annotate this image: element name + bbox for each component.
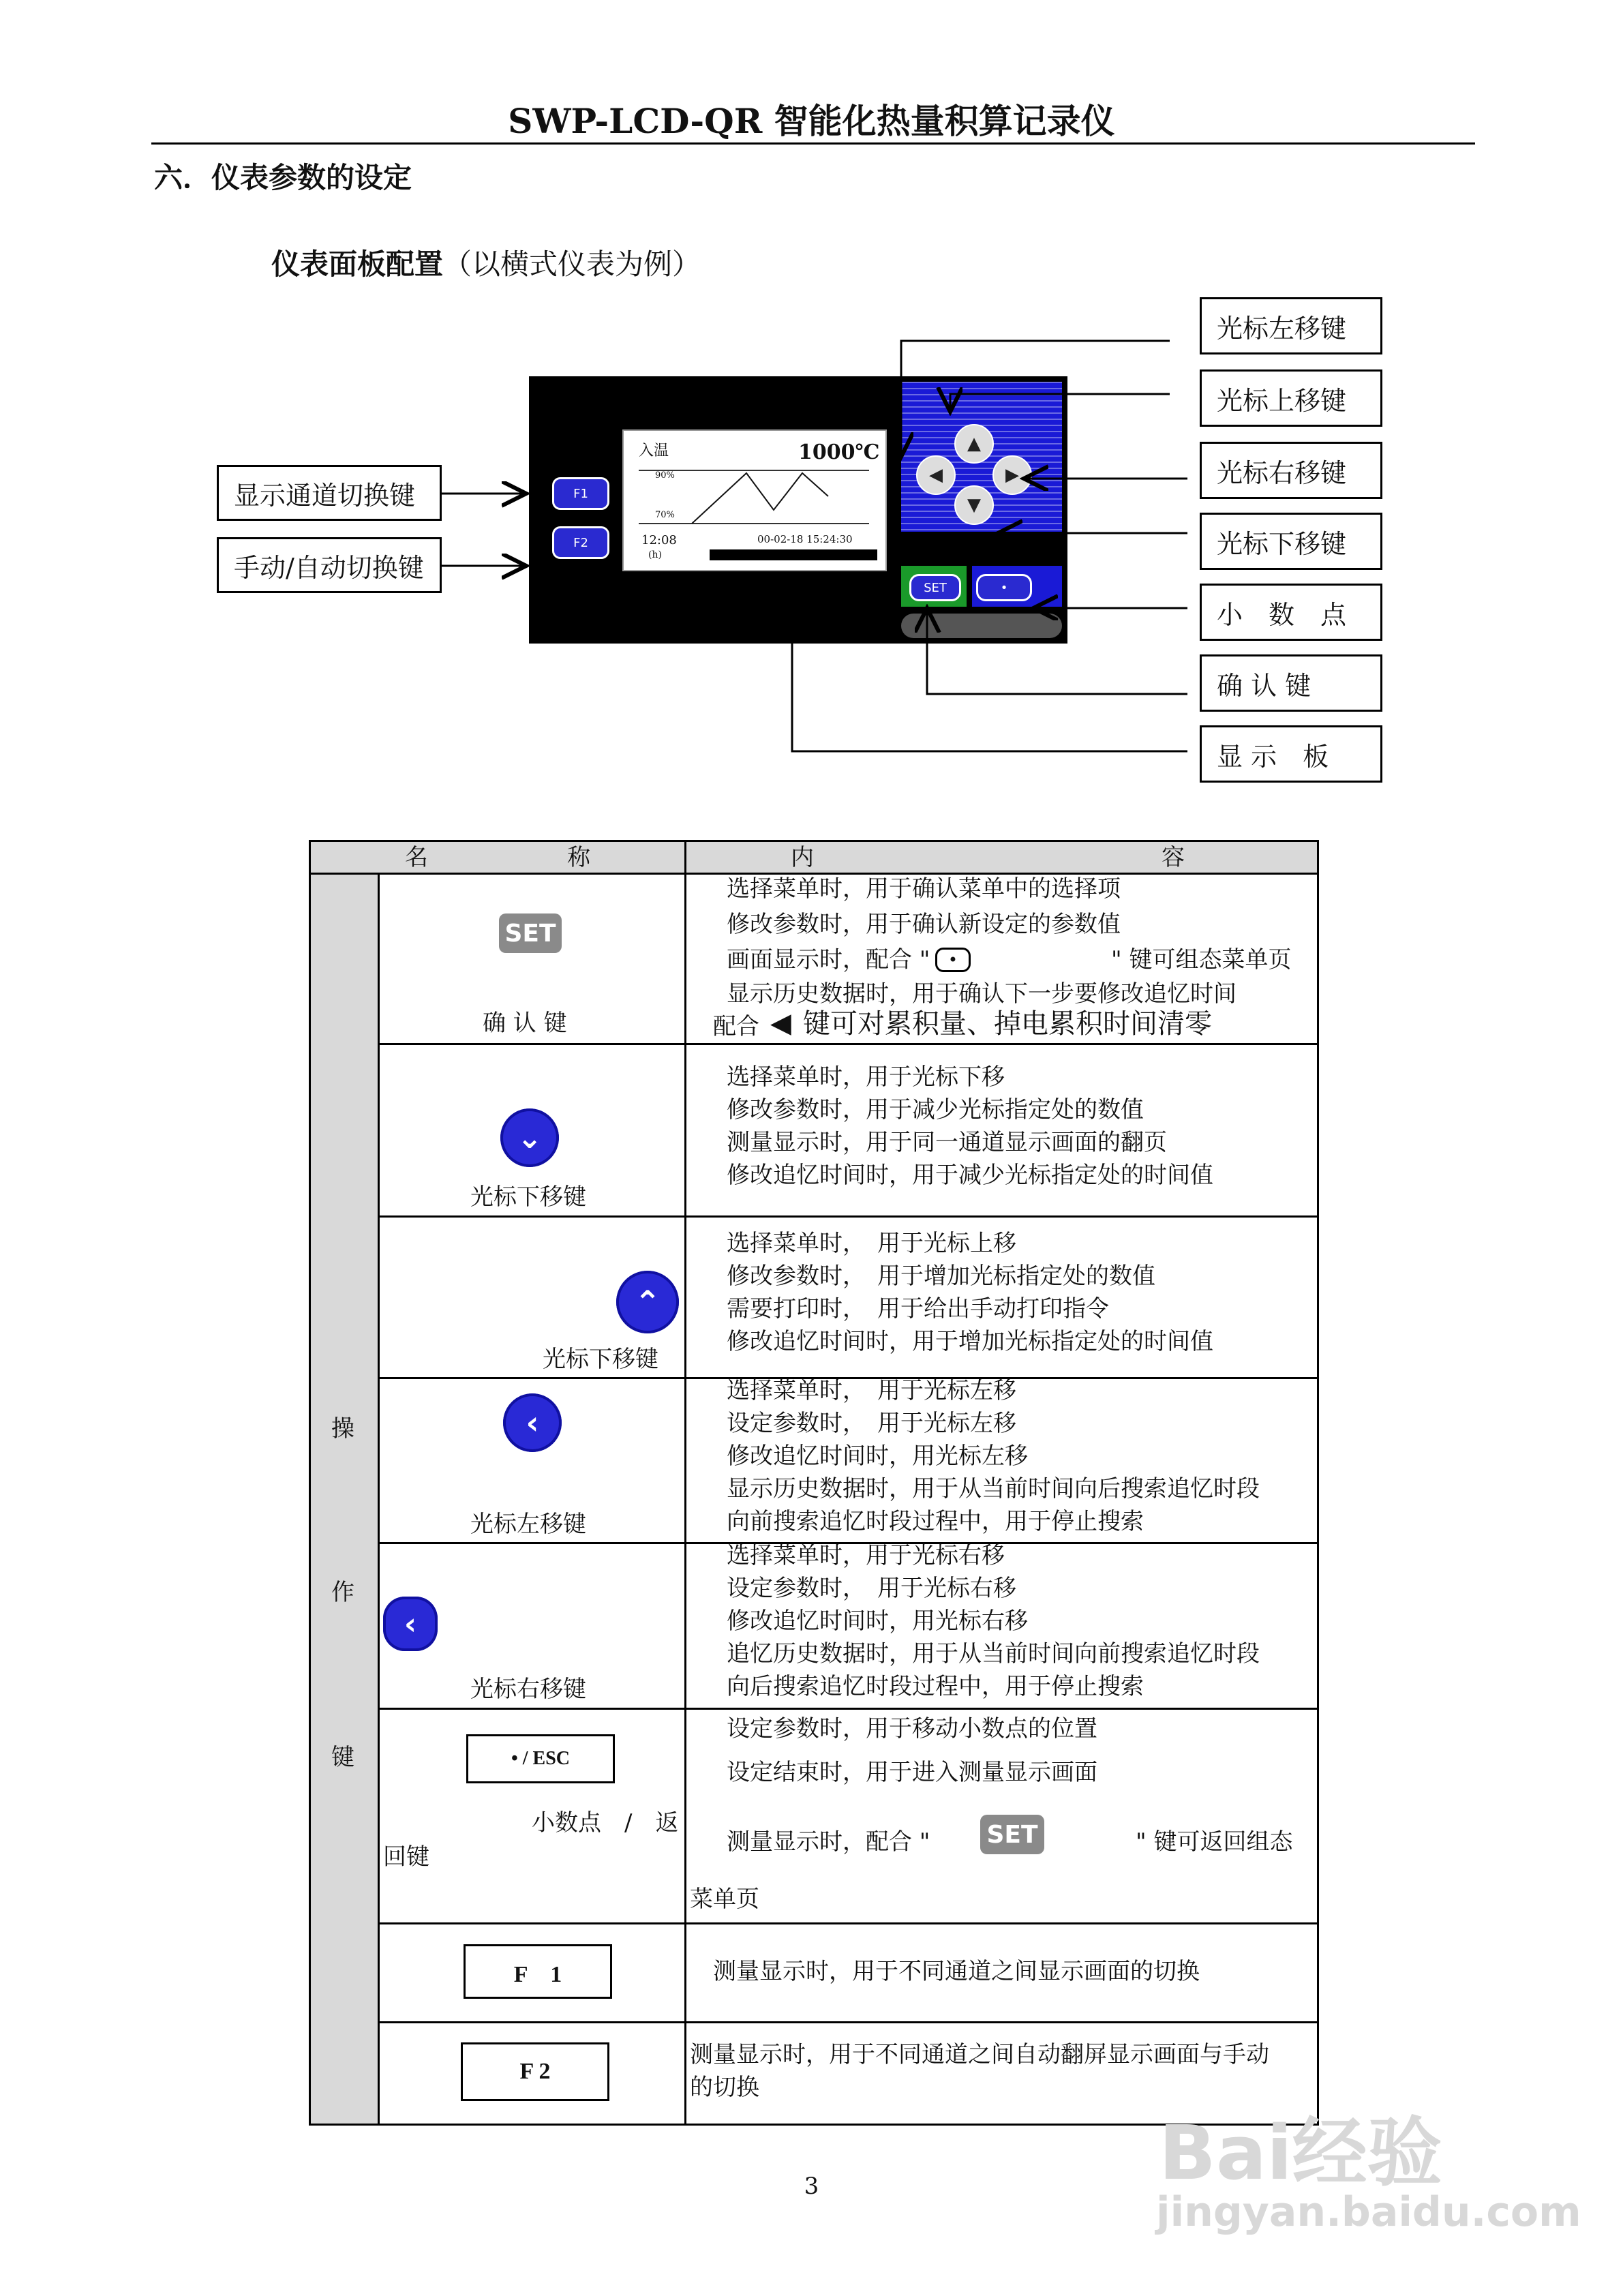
set-key-icon-small: SET: [980, 1815, 1044, 1854]
decimal-button[interactable]: •: [976, 574, 1032, 601]
row7-line1: 测量显示时，用于不同通道之间显示画面的切换: [713, 1958, 1200, 1985]
row4-line1: 选择菜单时， 用于光标左移: [727, 1377, 1016, 1404]
rule: [378, 1922, 1319, 1924]
set-key-label: 确 认 键: [483, 1010, 567, 1037]
chevron-left-icon: ◀: [929, 465, 943, 485]
row4-line5: 向前搜索追忆时段过程中，用于停止搜索: [727, 1508, 1144, 1535]
table-side-bg: [311, 875, 378, 2124]
row6-line1: 设定参数时，用于移动小数点的位置: [727, 1715, 1097, 1742]
f1-key-icon: F 1: [464, 1944, 612, 1999]
row4-label: 光标左移键: [470, 1511, 586, 1538]
screen-value: 1000℃: [798, 440, 880, 464]
cursor-left-icon: ‹: [503, 1393, 562, 1452]
row5-line5: 向后搜索追忆时段过程中，用于停止搜索: [727, 1673, 1144, 1700]
row6-label-a: 小数点 / 返: [532, 1809, 679, 1837]
row2-line1: 选择菜单时，用于光标下移: [727, 1063, 1005, 1091]
screen-y-high: 90%: [655, 470, 675, 481]
row4-line2: 设定参数时， 用于光标左移: [727, 1410, 1016, 1437]
row5-label: 光标右移键: [470, 1676, 586, 1703]
leader-lines: [0, 0, 1623, 818]
row2-line4: 修改追忆时间时，用于减少光标指定处的时间值: [727, 1162, 1213, 1189]
cursor-up-icon: ⌃: [616, 1271, 679, 1333]
row1-line1: 选择菜单时，用于确认菜单中的选择项: [727, 875, 1121, 903]
f2-key-icon: F 2: [461, 2042, 609, 2101]
rule: [378, 1043, 1319, 1045]
rule: [684, 840, 686, 2126]
set-button[interactable]: SET: [909, 574, 961, 601]
label-cursor-up: 光标上移键: [1200, 369, 1382, 427]
row6-line3a: 测量显示时，配合 ": [727, 1828, 930, 1856]
row6-line3b: " 键可返回组态: [1136, 1828, 1293, 1856]
section-title: 六．仪表参数的设定: [154, 161, 412, 194]
document-header: SWP-LCD-QR 智能化热量积算记录仪: [508, 101, 1115, 141]
row1-line3a: 画面显示时，配合 ": [727, 946, 930, 973]
label-channel-switch: 显示通道切换键: [217, 465, 442, 521]
decimal-esc-key-icon: • / ESC: [466, 1734, 615, 1783]
screen-y-low: 70%: [655, 510, 675, 520]
side-label-2: 作: [331, 1579, 354, 1606]
label-cursor-left: 光标左移键: [1200, 297, 1382, 354]
f2-button[interactable]: F2: [552, 526, 609, 559]
label-manual-auto: 手动/自动切换键: [217, 537, 442, 593]
row5-line3: 修改追忆时间时，用光标右移: [727, 1607, 1028, 1635]
table-header-content: 内 容: [791, 844, 1185, 871]
row5-line1: 选择菜单时，用于光标右移: [727, 1542, 1005, 1569]
row1-line3b: " 键可组态菜单页: [1111, 946, 1292, 973]
row5-line4: 追忆历史数据时，用于从当前时间向前搜索追忆时段: [727, 1640, 1260, 1667]
row3-line4: 修改追忆时间时，用于增加光标指定处的时间值: [727, 1328, 1213, 1355]
baidu-logo: Bai经验: [1159, 2109, 1442, 2196]
f1-button[interactable]: F1: [552, 477, 609, 510]
left-arrow-icon: ◀: [770, 1008, 791, 1039]
row5-line2: 设定参数时， 用于光标右移: [727, 1575, 1016, 1602]
chevron-right-icon: ▶: [1005, 465, 1019, 485]
label-display: 显 示 板: [1200, 725, 1382, 783]
row2-label: 光标下移键: [470, 1183, 586, 1211]
subtitle-normal: （以横式仪表为例）: [443, 247, 701, 281]
row1-line5a: 配合: [713, 1013, 759, 1040]
label-cursor-down: 光标下移键: [1200, 513, 1382, 570]
screen-channel: 入温: [639, 442, 669, 459]
row1-line2: 修改参数时，用于确认新设定的参数值: [727, 911, 1121, 938]
row4-line3: 修改追忆时间时，用光标左移: [727, 1442, 1028, 1470]
row8-line2: 的切换: [690, 2074, 759, 2101]
row3-line3: 需要打印时， 用于给出手动打印指令: [727, 1295, 1109, 1323]
rule: [378, 2021, 1319, 2023]
row2-line2: 修改参数时，用于减少光标指定处的数值: [727, 1096, 1144, 1123]
row3-label: 光标下移键: [543, 1346, 658, 1373]
rule: [378, 873, 380, 2126]
watermark-url: jingyan.baidu.com: [1156, 2188, 1581, 2236]
chevron-down-icon: ▼: [967, 495, 981, 515]
screen-datetime: 00-02-18 15:24:30: [757, 533, 853, 545]
rule: [378, 1708, 1319, 1710]
chevron-up-icon: ▲: [967, 434, 981, 454]
row6-line2: 设定结束时，用于进入测量显示画面: [727, 1759, 1097, 1786]
label-decimal-point: 小 数 点: [1200, 584, 1382, 641]
row2-line3: 测量显示时，用于同一通道显示画面的翻页: [727, 1129, 1167, 1156]
screen-time: 12:08: [641, 533, 677, 547]
table-header-name: 名 称: [405, 844, 590, 871]
side-label-1: 操: [331, 1415, 354, 1442]
label-cursor-right: 光标右移键: [1200, 442, 1382, 499]
cursor-right-icon: ‹: [383, 1597, 438, 1651]
label-confirm: 确 认 键: [1200, 654, 1382, 712]
row3-line1: 选择菜单时， 用于光标上移: [727, 1230, 1016, 1257]
side-label-3: 键: [331, 1744, 354, 1771]
row3-line2: 修改参数时， 用于增加光标指定处的数值: [727, 1263, 1155, 1290]
rule: [378, 1215, 1319, 1218]
row1-line5b: 键可对累积量、掉电累积时间清零: [803, 1008, 1212, 1040]
dot-key-icon: •: [935, 948, 971, 972]
subtitle-bold: 仪表面板配置: [271, 247, 444, 281]
page-number: 3: [804, 2173, 819, 2200]
row6-label-b: 回键: [383, 1843, 429, 1871]
set-key-icon: SET: [499, 913, 562, 953]
screen-unit: (h): [648, 549, 662, 560]
row8-line1: 测量显示时，用于不同通道之间自动翻屏显示画面与手动: [690, 2041, 1269, 2068]
row6-line4: 菜单页: [690, 1886, 759, 1913]
row1-line4: 显示历史数据时，用于确认下一步要修改追忆时间: [727, 980, 1237, 1008]
cursor-down-icon: ⌄: [500, 1108, 559, 1167]
row4-line4: 显示历史数据时，用于从当前时间向后搜索追忆时段: [727, 1475, 1260, 1502]
